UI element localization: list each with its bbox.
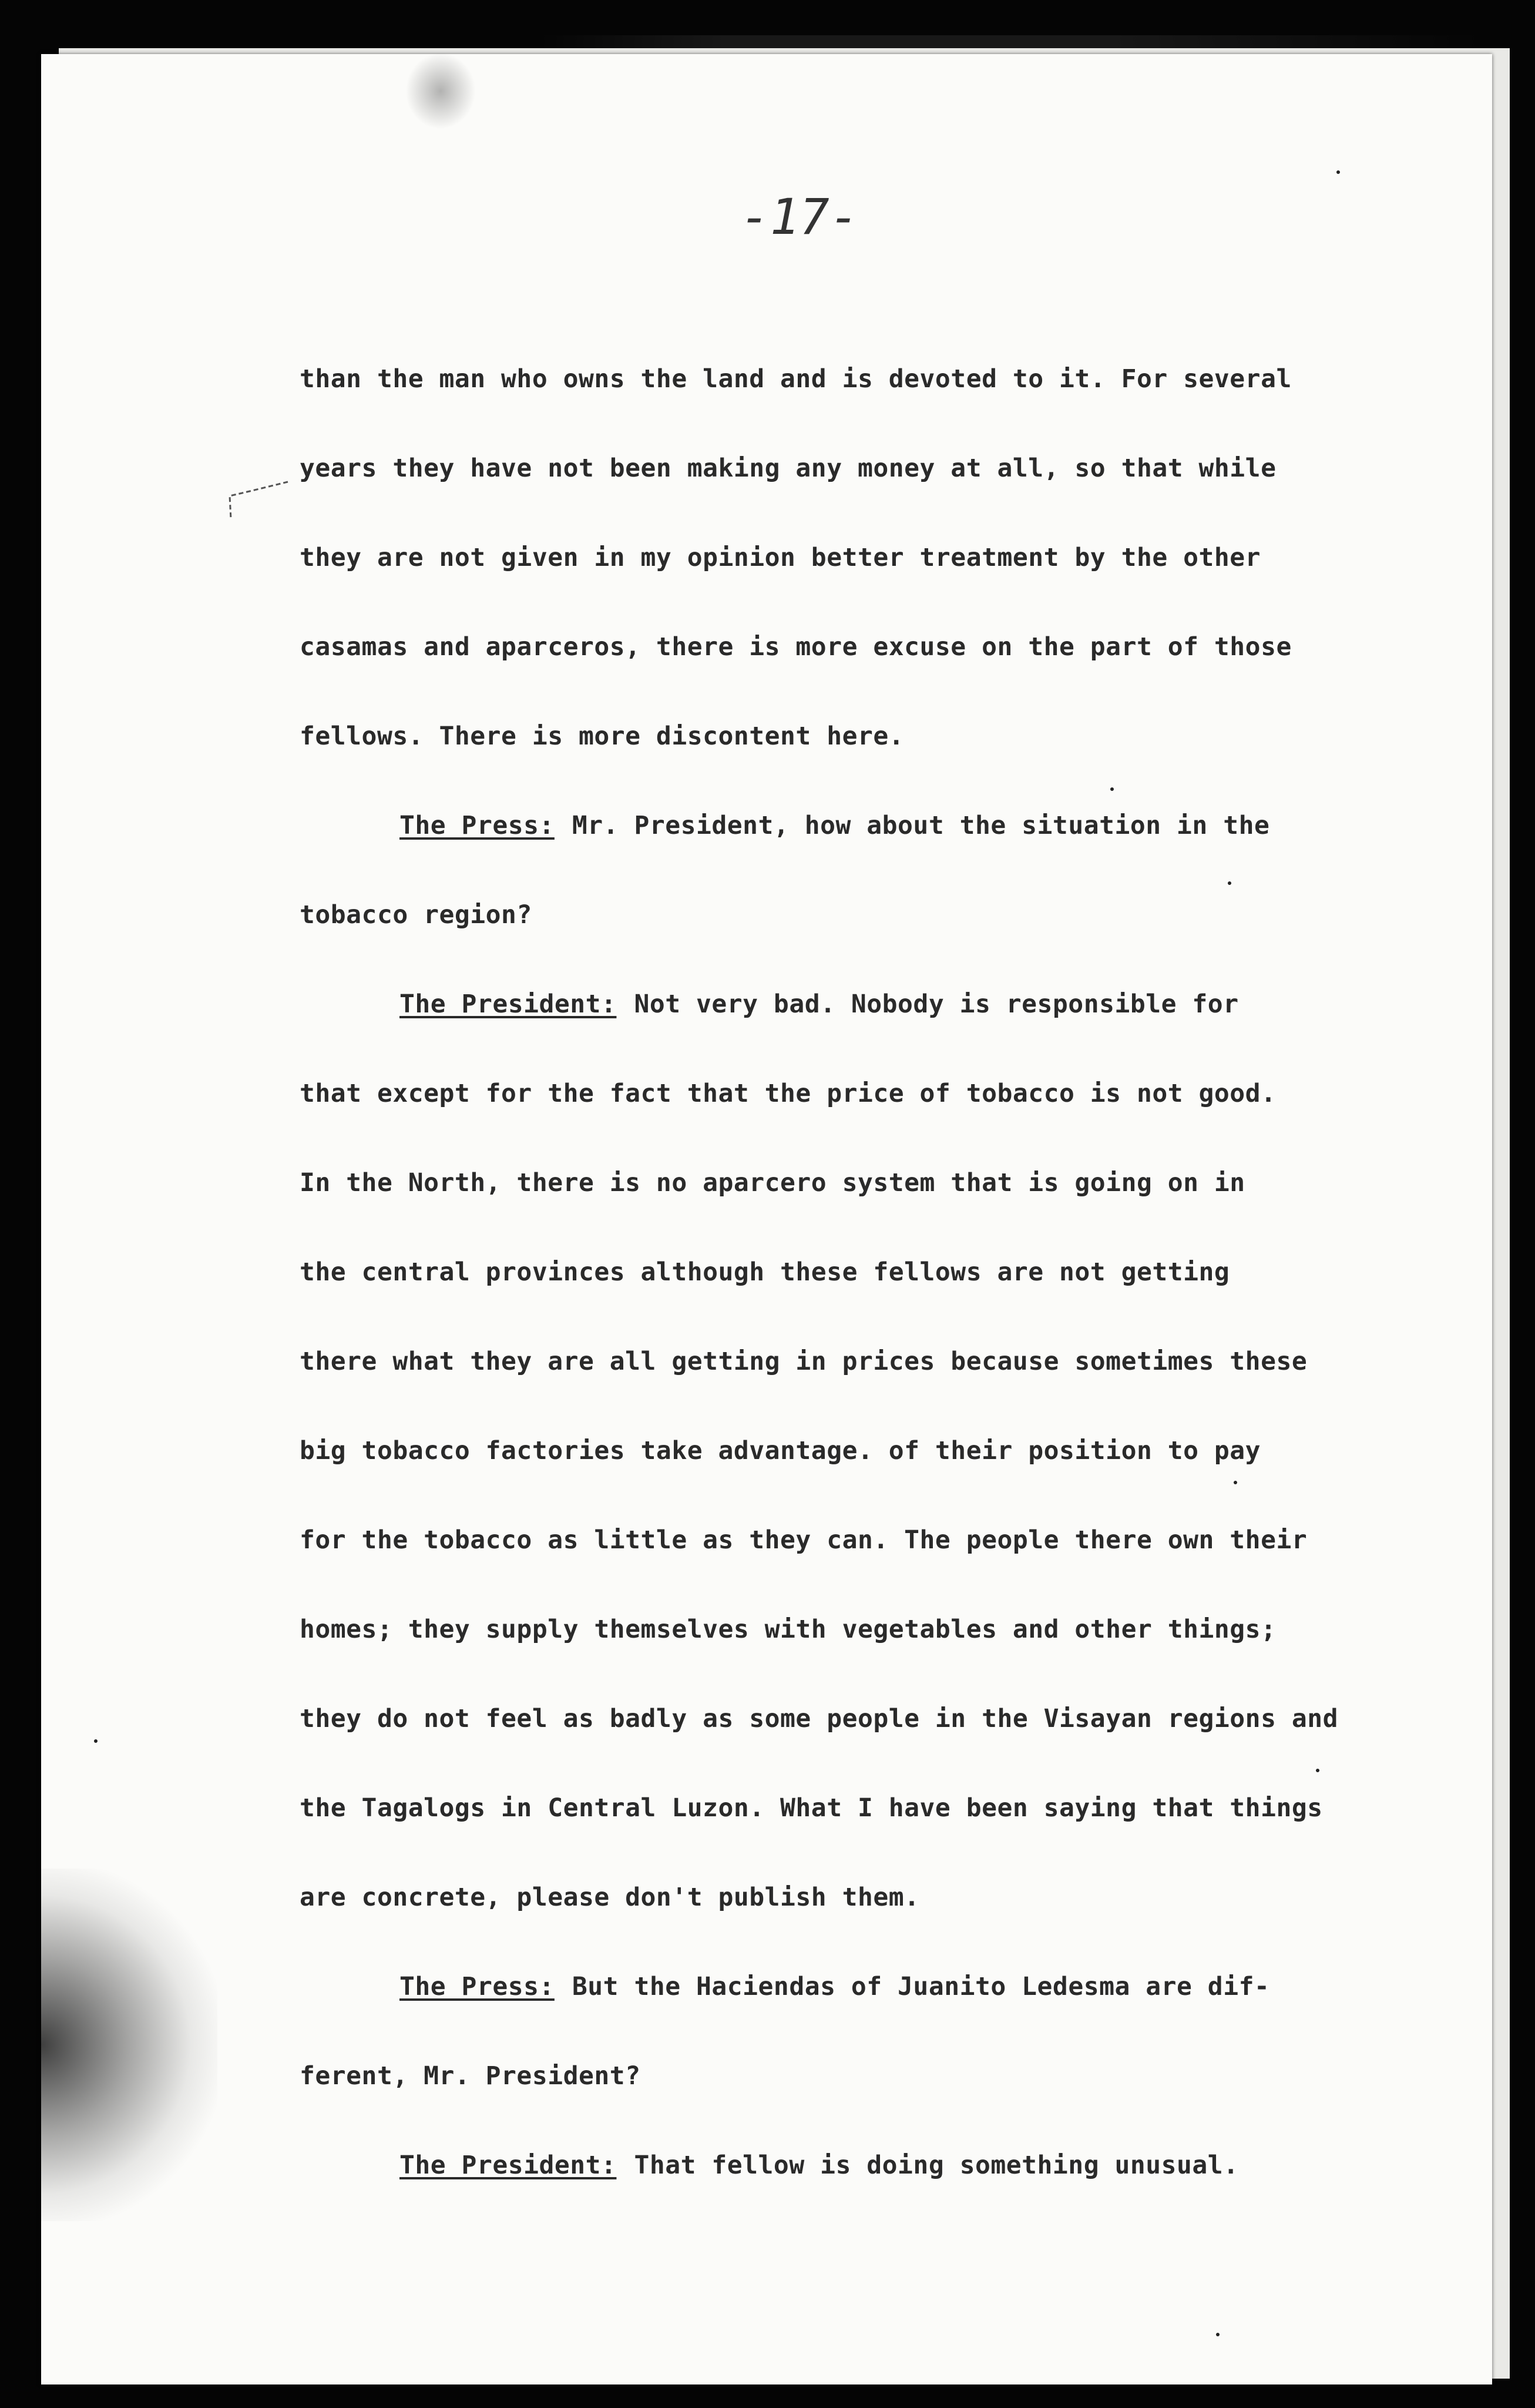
speech-line: tobacco region? bbox=[300, 900, 532, 930]
speech-text: But the Haciendas of Juanito Ledesma are dif- bbox=[572, 1972, 1270, 2001]
ink-speck bbox=[1228, 881, 1231, 885]
speech-line: big tobacco factories take advantage. of their position to pay bbox=[300, 1436, 1261, 1465]
speech-line: In the North, there is no aparcero system that is going on in bbox=[300, 1168, 1245, 1198]
passage-line: than the man who owns the land and is devoted to it. For several bbox=[300, 364, 1292, 394]
exchange-press-2 bbox=[300, 1960, 1334, 2050]
staple-mark bbox=[405, 53, 476, 129]
speech-line: the Tagalogs in Central Luzon. What I have been saying that things bbox=[300, 1793, 1323, 1823]
passage-line: they are not given in my opinion better treatment by the other bbox=[300, 543, 1261, 572]
page-number: -17- bbox=[740, 188, 859, 246]
exchange-president-1 bbox=[300, 978, 1334, 1067]
speech-line: there what they are all getting in prices because sometimes these bbox=[300, 1347, 1308, 1376]
transcript-body bbox=[300, 353, 1339, 2228]
ink-speck bbox=[1336, 170, 1340, 174]
passage-line: years they have not been making any money at all, so that while bbox=[300, 454, 1277, 483]
speech-line: are concrete, please don't publish them. bbox=[300, 1883, 920, 1912]
speech-text: That fellow is doing something unusual. bbox=[634, 2151, 1239, 2180]
passage-line: fellows. There is more discontent here. bbox=[300, 722, 905, 751]
exchange-press-1 bbox=[300, 799, 1334, 888]
left-edge-stain bbox=[41, 1869, 217, 2221]
speech-text: Mr. President, how about the situation in the bbox=[572, 811, 1270, 840]
margin-pencil-mark bbox=[226, 475, 291, 528]
speech-line: ferent, Mr. President? bbox=[300, 2061, 641, 2091]
speaker-label: The President: bbox=[399, 990, 617, 1019]
passage-line: casamas and aparceros, there is more excuse on the part of those bbox=[300, 632, 1292, 662]
ink-speck bbox=[1216, 2333, 1220, 2336]
speech-line: homes; they supply themselves with vegetables and other things; bbox=[300, 1615, 1277, 1644]
ink-speck bbox=[1316, 1769, 1319, 1772]
speaker-label: The President: bbox=[399, 2151, 617, 2180]
top-edge-smudge bbox=[540, 35, 1480, 48]
speech-line: the central provinces although these fellows are not getting bbox=[300, 1257, 1230, 1287]
exchange-president-2 bbox=[300, 2139, 1334, 2228]
ink-speck bbox=[1234, 1481, 1237, 1484]
speech-line: for the tobacco as little as they can. The people there own their bbox=[300, 1525, 1308, 1555]
ink-speck bbox=[94, 1739, 98, 1743]
speech-line: they do not feel as badly as some people in the Visayan regions and bbox=[300, 1704, 1339, 1733]
speaker-label: The Press: bbox=[399, 811, 555, 840]
ink-speck bbox=[1110, 787, 1114, 791]
speech-line: that except for the fact that the price of tobacco is not good. bbox=[300, 1079, 1277, 1108]
speaker-label: The Press: bbox=[399, 1972, 555, 2001]
speech-text: Not very bad. Nobody is responsible for bbox=[634, 990, 1239, 1019]
